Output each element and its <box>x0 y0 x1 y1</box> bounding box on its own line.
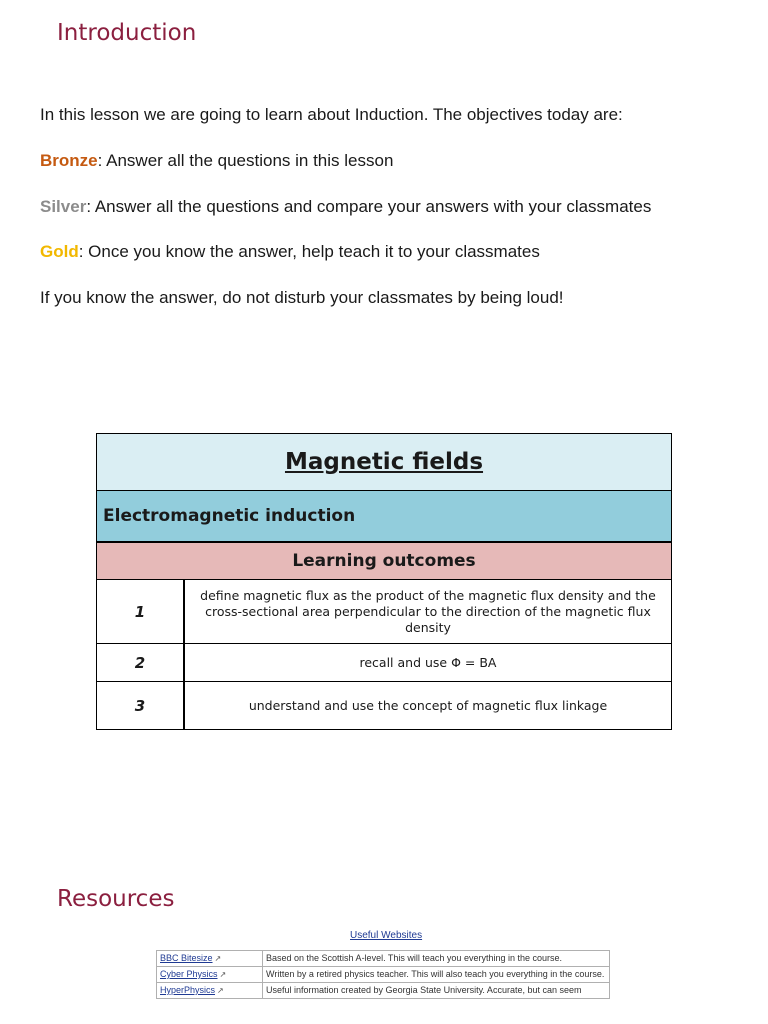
external-link-icon: ↗ <box>219 970 227 979</box>
silver-label: Silver <box>40 197 87 216</box>
learning-outcomes-header: Learning outcomes <box>97 542 672 580</box>
introduction-heading: Introduction <box>57 20 197 46</box>
external-link-icon: ↗ <box>217 986 224 995</box>
website-link-hyperphysics[interactable] <box>157 983 263 999</box>
table-row <box>97 580 672 644</box>
bronze-text: : Answer all the questions in this lesson <box>97 151 394 170</box>
silver-text: : Answer all the questions and compare your answers with your classmates <box>86 197 652 216</box>
outcome-number: 3 <box>97 682 185 730</box>
table-row <box>97 682 672 730</box>
outcome-number: 1 <box>97 580 185 644</box>
external-link-icon: ↗ <box>214 954 222 963</box>
resources-heading: Resources <box>57 886 175 912</box>
bronze-label: Bronze <box>40 151 98 170</box>
outcome-text: recall and use Φ = BA <box>184 644 672 682</box>
website-link-cyber-physics[interactable] <box>157 967 263 983</box>
website-link-bbc-bitesize[interactable] <box>157 951 263 967</box>
useful-websites-link[interactable]: Useful Websites <box>350 930 423 941</box>
intro-paragraph: In this lesson we are going to learn about Induction. The objectives today are: <box>40 105 623 124</box>
website-name[interactable]: HyperPhysics <box>160 985 216 995</box>
website-name[interactable]: Cyber Physics <box>160 969 218 979</box>
websites-table <box>156 950 610 999</box>
learning-outcomes-table <box>96 433 672 730</box>
outcome-text: understand and use the concept of magnetic flux linkage <box>184 682 672 730</box>
gold-label: Gold <box>40 242 79 261</box>
table-row <box>157 983 610 999</box>
table-row <box>157 967 610 983</box>
website-description: Based on the Scottish A-level. This will teach you everything in the course. <box>263 951 610 967</box>
outcome-text: define magnetic flux as the product of the magnetic flux density and the cross-sectional area perpendicular to the direction of the magnetic flux density <box>184 580 672 644</box>
behaviour-note: If you know the answer, do not disturb your classmates by being loud! <box>40 288 564 307</box>
table-subtitle: Electromagnetic induction <box>97 491 672 543</box>
website-description: Useful information created by Georgia State University. Accurate, but can seem <box>263 983 610 999</box>
website-name[interactable]: BBC Bitesize <box>160 953 213 963</box>
gold-text: : Once you know the answer, help teach it to your classmates <box>78 242 540 261</box>
bronze-objective <box>40 150 393 172</box>
outcome-number: 2 <box>97 644 185 682</box>
table-row <box>97 644 672 682</box>
table-title: Magnetic fields <box>97 434 672 491</box>
silver-objective <box>40 196 651 218</box>
table-row <box>157 951 610 967</box>
website-description: Written by a retired physics teacher. This will also teach you everything in the course. <box>263 967 610 983</box>
gold-objective <box>40 241 540 263</box>
